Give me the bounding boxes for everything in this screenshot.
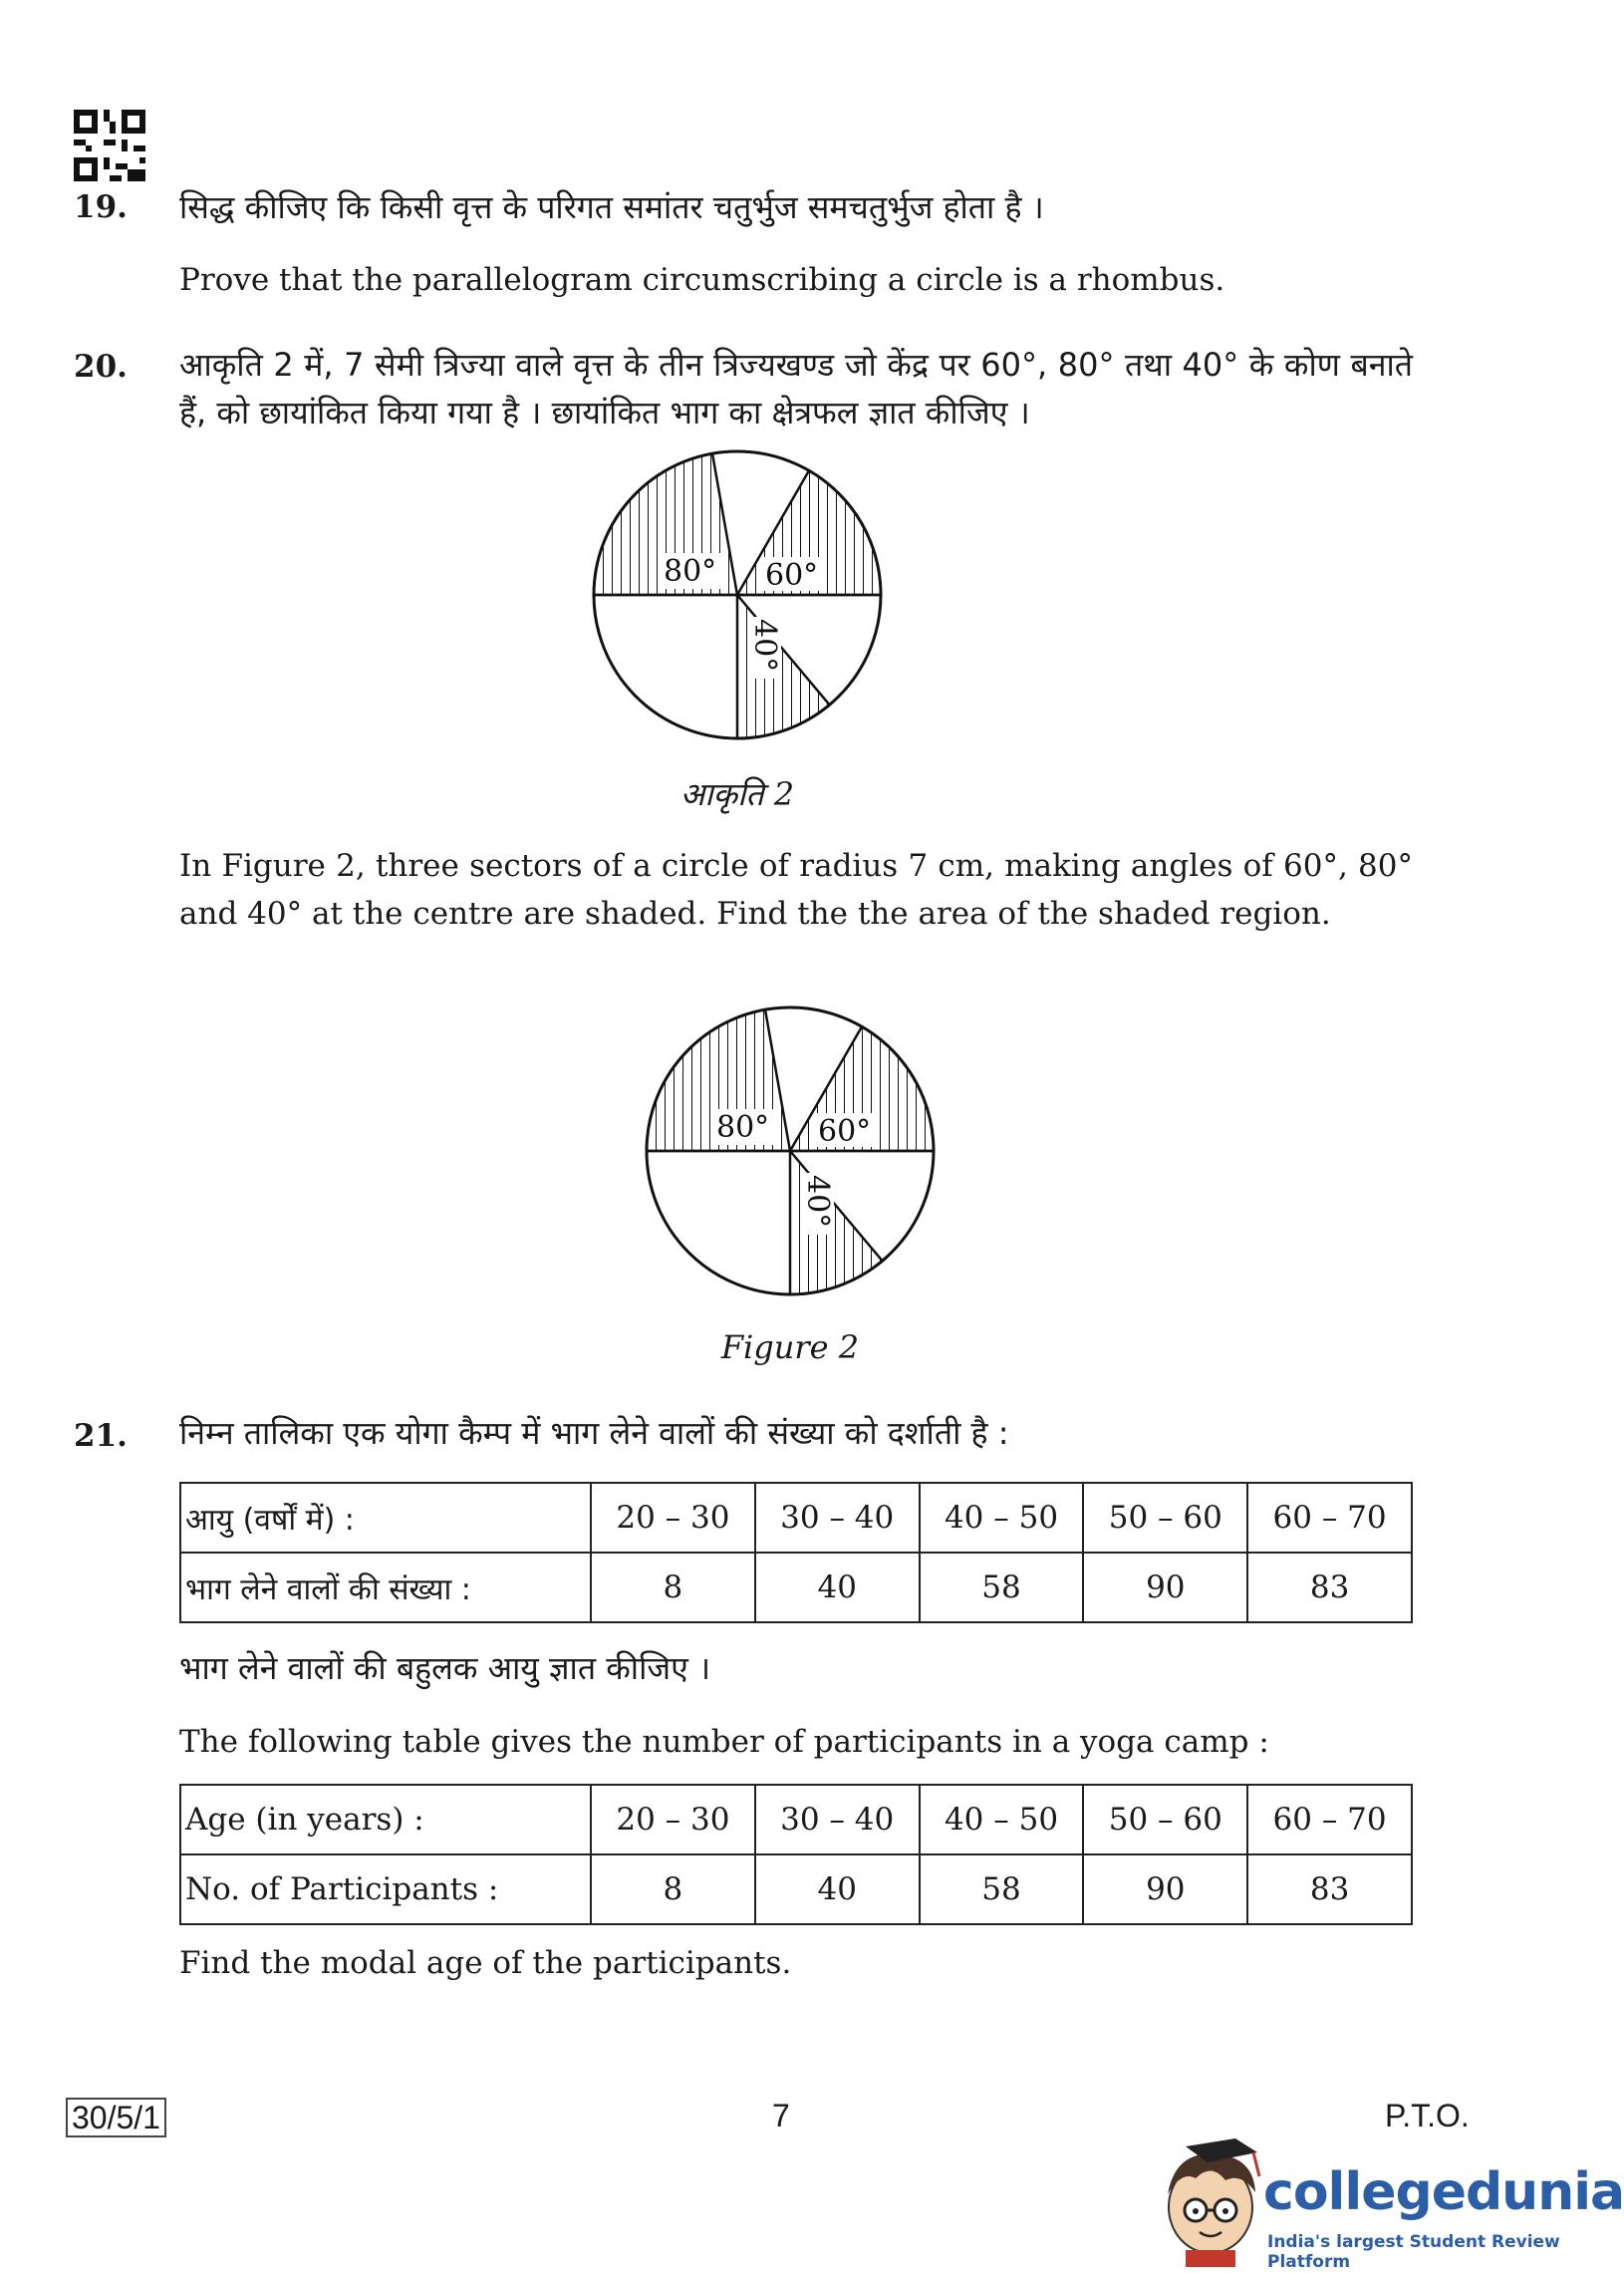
angle-80-label: 80°: [716, 1110, 770, 1145]
question-21-english: The following table gives the number of participants in a yoga camp :: [179, 1724, 1269, 1760]
class-cell: 60 – 70: [1247, 1785, 1412, 1854]
figure-2-caption-english: Figure 2: [720, 1328, 860, 1366]
angle-40-label: 40°: [800, 1175, 835, 1229]
question-21-number: 21.: [74, 1418, 128, 1454]
figure-2-english-diagram: [641, 1001, 940, 1300]
class-cell: 30 – 40: [755, 1483, 920, 1553]
row-label-participants: भाग लेने वालों की संख्या :: [180, 1553, 591, 1622]
table-row: [180, 1785, 1412, 1854]
english-data-table: [179, 1784, 1413, 1925]
question-19-number: 19.: [74, 189, 128, 225]
collegedunia-tagline: India's largest Student Review Platform: [1267, 2232, 1560, 2272]
table-row: [180, 1854, 1412, 1924]
figure-2-caption-hindi: आकृति 2: [679, 775, 795, 813]
frequency-cell: 83: [1247, 1854, 1412, 1924]
student-mascot-icon: [1156, 2132, 1265, 2267]
frequency-cell: 40: [755, 1553, 920, 1622]
angle-40-label: 40°: [747, 619, 782, 673]
frequency-cell: 90: [1083, 1854, 1247, 1924]
class-cell: 20 – 30: [591, 1483, 755, 1553]
row-label-participants: No. of Participants :: [180, 1854, 591, 1924]
angle-60-label: 60°: [818, 1114, 872, 1149]
question-19-english: Prove that the parallelogram circumscribing a circle is a rhombus.: [179, 262, 1225, 298]
frequency-cell: 58: [920, 1854, 1084, 1924]
page-number: 7: [772, 2098, 790, 2133]
question-21-hindi: निम्न तालिका एक योगा कैम्प में भाग लेने वालों की संख्या को दर्शाती है :: [179, 1414, 1009, 1452]
row-label-age: Age (in years) :: [180, 1785, 591, 1854]
question-20-number: 20.: [74, 349, 128, 385]
class-cell: 30 – 40: [755, 1785, 920, 1854]
frequency-cell: 83: [1247, 1553, 1412, 1622]
frequency-cell: 8: [591, 1854, 755, 1924]
question-21-english-question: Find the modal age of the participants.: [179, 1945, 792, 1981]
class-cell: 60 – 70: [1247, 1483, 1412, 1553]
figure-2-hindi-diagram: [588, 445, 887, 744]
question-20-hindi: आकृति 2 में, 7 सेमी त्रिज्या वाले वृत्त के तीन त्रिज्यखण्ड जो केंद्र पर 60°, 80° तथा 40° के कोण बनाते हैं, को छायांकित किया गया है । छायांकित भाग का क्षेत्रफल ज्ञात कीजिए ।: [179, 346, 1413, 431]
angle-80-label: 80°: [664, 554, 717, 589]
pto-label: P.T.O.: [1385, 2098, 1470, 2133]
question-21-hindi-question: भाग लेने वालों की बहुलक आयु ज्ञात कीजिए ।: [179, 1649, 711, 1687]
frequency-cell: 40: [755, 1854, 920, 1924]
class-cell: 40 – 50: [920, 1785, 1084, 1854]
class-cell: 50 – 60: [1083, 1785, 1247, 1854]
frequency-cell: 90: [1083, 1553, 1247, 1622]
class-cell: 40 – 50: [920, 1483, 1084, 1553]
table-row: [180, 1483, 1412, 1553]
paper-code: 30/5/1: [66, 2098, 166, 2137]
table-row: [180, 1553, 1412, 1622]
question-20-english: In Figure 2, three sectors of a circle of radius 7 cm, making angles of 60°, 80° and 40° at the centre are shaded. Find the the area of the shaded region.: [179, 848, 1413, 932]
frequency-cell: 58: [920, 1553, 1084, 1622]
class-cell: 20 – 30: [591, 1785, 755, 1854]
frequency-cell: 8: [591, 1553, 755, 1622]
class-cell: 50 – 60: [1083, 1483, 1247, 1553]
angle-60-label: 60°: [765, 558, 819, 593]
question-19-hindi: सिद्ध कीजिए कि किसी वृत्त के परिगत समांतर चतुर्भुज समचतुर्भुज होता है ।: [179, 188, 1044, 226]
row-label-age: आयु (वर्षों में) :: [180, 1483, 591, 1553]
hindi-data-table: [179, 1482, 1413, 1623]
qr-code-icon: [74, 110, 145, 181]
collegedunia-logo-text: collegedunia: [1263, 2162, 1624, 2222]
